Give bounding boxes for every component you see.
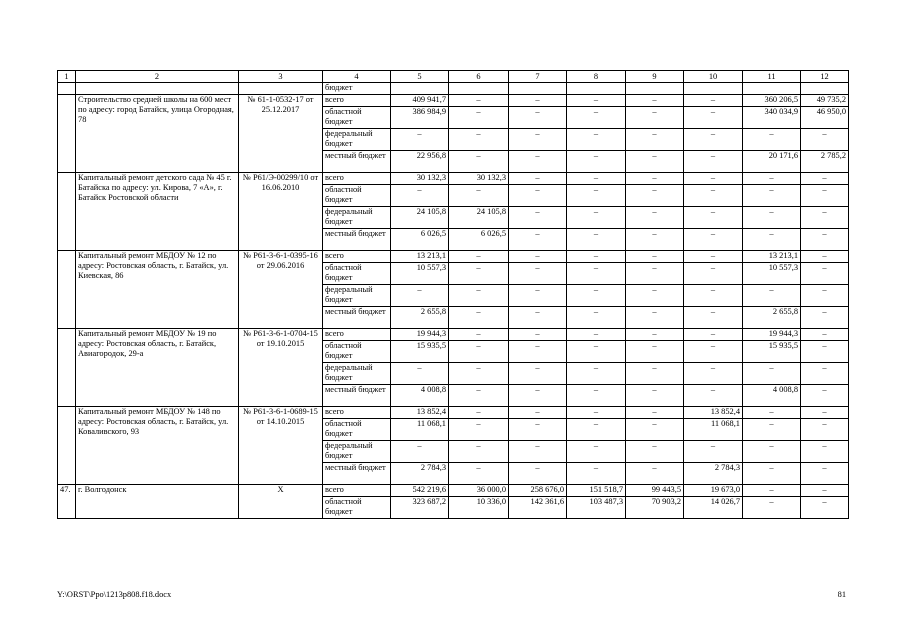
value-cell: 30 132,3 [449, 173, 509, 185]
funding-source: всего [323, 95, 391, 107]
value-cell: 20 171,6 [743, 151, 801, 173]
value-cell: – [801, 341, 849, 363]
value-cell: – [449, 307, 509, 329]
value-cell: – [449, 463, 509, 485]
column-header: 10 [684, 71, 743, 83]
value-cell: – [449, 385, 509, 407]
budget-table [57, 70, 849, 519]
value-cell: – [509, 385, 567, 407]
document-table-container [57, 70, 849, 519]
value-cell: – [567, 95, 626, 107]
value-cell: – [509, 363, 567, 385]
value-cell: – [743, 207, 801, 229]
funding-source: всего [323, 251, 391, 263]
value-cell: – [626, 95, 684, 107]
funding-source: всего [323, 485, 391, 497]
value-cell: – [626, 307, 684, 329]
empty-cell [743, 83, 801, 95]
value-cell: – [509, 329, 567, 341]
value-cell: – [801, 419, 849, 441]
column-header: 5 [391, 71, 449, 83]
value-cell: – [391, 363, 449, 385]
footer-file-path: Y:\ORST\Ppo\1213p808.f18.docx [57, 590, 172, 599]
value-cell: 542 219,6 [391, 485, 449, 497]
value-cell: – [743, 497, 801, 519]
value-cell: – [684, 151, 743, 173]
value-cell: – [626, 341, 684, 363]
value-cell: – [567, 407, 626, 419]
value-cell: 4 008,8 [743, 385, 801, 407]
value-cell: – [801, 329, 849, 341]
page-number: 81 [837, 590, 846, 599]
value-cell: 24 105,8 [391, 207, 449, 229]
value-cell: – [567, 207, 626, 229]
empty-cell [58, 83, 76, 95]
value-cell: 15 935,5 [743, 341, 801, 363]
value-cell: – [509, 251, 567, 263]
object-name: Капитальный ремонт МБДОУ № 19 по адресу: Ростовская область, г. Батайск, Авиагородок, 29-а [76, 329, 239, 407]
value-cell: 2 784,3 [391, 463, 449, 485]
row-number [58, 329, 76, 407]
value-cell: – [801, 251, 849, 263]
table-row [58, 329, 849, 341]
value-cell: – [801, 363, 849, 385]
value-cell: – [626, 251, 684, 263]
object-name: Капитальный ремонт детского сада № 45 г. Батайска по адресу: ул. Кирова, 7 «А», г. Батайск Ростовской области [76, 173, 239, 251]
funding-source: местный бюджет [323, 229, 391, 251]
value-cell: – [626, 263, 684, 285]
value-cell: 409 941,7 [391, 95, 449, 107]
empty-cell [567, 83, 626, 95]
value-cell: – [509, 207, 567, 229]
funding-source: областной бюджет [323, 497, 391, 519]
funding-source: федеральный бюджет [323, 363, 391, 385]
value-cell: – [567, 385, 626, 407]
value-cell: 2 655,8 [743, 307, 801, 329]
value-cell: – [684, 329, 743, 341]
value-cell: – [801, 497, 849, 519]
value-cell: – [626, 363, 684, 385]
value-cell: – [801, 485, 849, 497]
table-row [58, 173, 849, 185]
value-cell: – [509, 285, 567, 307]
table-row [58, 407, 849, 419]
value-cell: 11 068,1 [684, 419, 743, 441]
value-cell: 49 735,2 [801, 95, 849, 107]
value-cell: – [567, 363, 626, 385]
funding-source: областной бюджет [323, 419, 391, 441]
value-cell: 19 944,3 [391, 329, 449, 341]
funding-source: областной бюджет [323, 107, 391, 129]
value-cell: 19 944,3 [743, 329, 801, 341]
value-cell: – [567, 251, 626, 263]
table-row [58, 251, 849, 263]
value-cell: – [626, 151, 684, 173]
value-cell: – [509, 263, 567, 285]
empty-cell [684, 83, 743, 95]
row-number: 47. [58, 485, 76, 519]
document-number: № Р61-3-6-1-0689-15 от 14.10.2015 [239, 407, 323, 485]
funding-source: федеральный бюджет [323, 441, 391, 463]
value-cell: – [449, 407, 509, 419]
value-cell: – [684, 385, 743, 407]
value-cell: – [626, 463, 684, 485]
value-cell: – [743, 463, 801, 485]
table-row [58, 485, 849, 497]
value-cell: 142 361,6 [509, 497, 567, 519]
value-cell: – [801, 173, 849, 185]
object-name: Капитальный ремонт МБДОУ № 148 по адресу: Ростовская область, г. Батайск, ул. Коваливского, 93 [76, 407, 239, 485]
value-cell: – [449, 363, 509, 385]
document-number: № Р61/Э-00299/10 от 16.06.2010 [239, 173, 323, 251]
funding-source: местный бюджет [323, 463, 391, 485]
value-cell: – [509, 441, 567, 463]
value-cell: – [743, 419, 801, 441]
value-cell: – [567, 107, 626, 129]
empty-cell [391, 83, 449, 95]
column-header: 2 [76, 71, 239, 83]
header-row [58, 71, 849, 83]
value-cell: 46 950,0 [801, 107, 849, 129]
empty-cell [509, 83, 567, 95]
value-cell: – [801, 407, 849, 419]
empty-cell [76, 83, 239, 95]
empty-cell [801, 83, 849, 95]
value-cell: – [449, 285, 509, 307]
column-header: 12 [801, 71, 849, 83]
value-cell: – [801, 129, 849, 151]
document-number: № 61-1-0532-17 от 25.12.2017 [239, 95, 323, 173]
value-cell: – [801, 263, 849, 285]
value-cell: – [567, 185, 626, 207]
value-cell: – [801, 385, 849, 407]
value-cell: – [801, 207, 849, 229]
value-cell: 24 105,8 [449, 207, 509, 229]
value-cell: – [449, 95, 509, 107]
value-cell: – [567, 229, 626, 251]
value-cell: 360 206,5 [743, 95, 801, 107]
source-cell: бюджет [323, 83, 391, 95]
funding-source: федеральный бюджет [323, 207, 391, 229]
value-cell: – [626, 329, 684, 341]
value-cell: – [509, 341, 567, 363]
value-cell: 340 034,9 [743, 107, 801, 129]
funding-source: всего [323, 173, 391, 185]
funding-source: областной бюджет [323, 263, 391, 285]
value-cell: 10 557,3 [743, 263, 801, 285]
value-cell: – [509, 107, 567, 129]
value-cell: – [449, 107, 509, 129]
object-name: Строительство средней школы на 600 мест по адресу: город Батайск, улица Огородная, 78 [76, 95, 239, 173]
value-cell: – [626, 441, 684, 463]
funding-source: всего [323, 407, 391, 419]
value-cell: – [567, 307, 626, 329]
funding-source: всего [323, 329, 391, 341]
value-cell: – [567, 285, 626, 307]
document-number: № Р61-3-6-1-0395-16 от 29.06.2016 [239, 251, 323, 329]
value-cell: – [743, 185, 801, 207]
value-cell: 13 213,1 [391, 251, 449, 263]
value-cell: – [567, 441, 626, 463]
document-number: № Р61-3-6-1-0704-15 от 19.10.2015 [239, 329, 323, 407]
value-cell: – [684, 95, 743, 107]
value-cell: – [391, 185, 449, 207]
value-cell: – [684, 263, 743, 285]
value-cell: – [684, 285, 743, 307]
value-cell: – [449, 419, 509, 441]
value-cell: – [626, 419, 684, 441]
value-cell: – [801, 463, 849, 485]
value-cell: – [743, 485, 801, 497]
value-cell: – [509, 151, 567, 173]
table-row [58, 83, 849, 95]
value-cell: – [684, 441, 743, 463]
value-cell: – [626, 229, 684, 251]
value-cell: 4 008,8 [391, 385, 449, 407]
column-header: 6 [449, 71, 509, 83]
value-cell: – [449, 441, 509, 463]
value-cell: – [567, 419, 626, 441]
value-cell: 14 026,7 [684, 497, 743, 519]
value-cell: – [449, 251, 509, 263]
value-cell: – [449, 129, 509, 151]
value-cell: 13 852,4 [391, 407, 449, 419]
value-cell: – [567, 341, 626, 363]
value-cell: – [509, 95, 567, 107]
value-cell: – [684, 307, 743, 329]
column-header: 4 [323, 71, 391, 83]
column-header: 9 [626, 71, 684, 83]
column-header: 7 [509, 71, 567, 83]
value-cell: – [391, 285, 449, 307]
document-number: Х [239, 485, 323, 519]
value-cell: – [449, 185, 509, 207]
value-cell: – [743, 229, 801, 251]
value-cell: 10 336,0 [449, 497, 509, 519]
empty-cell [449, 83, 509, 95]
value-cell: – [567, 151, 626, 173]
funding-source: федеральный бюджет [323, 129, 391, 151]
value-cell: 70 903,2 [626, 497, 684, 519]
value-cell: – [567, 173, 626, 185]
empty-cell [626, 83, 684, 95]
value-cell: – [801, 307, 849, 329]
row-number [58, 95, 76, 173]
value-cell: – [743, 363, 801, 385]
value-cell: – [743, 285, 801, 307]
value-cell: – [449, 263, 509, 285]
value-cell: – [626, 185, 684, 207]
value-cell: – [626, 173, 684, 185]
value-cell: – [801, 441, 849, 463]
value-cell: – [684, 229, 743, 251]
value-cell: – [743, 129, 801, 151]
value-cell: 15 935,5 [391, 341, 449, 363]
value-cell: – [626, 207, 684, 229]
value-cell: 13 213,1 [743, 251, 801, 263]
value-cell: – [684, 107, 743, 129]
row-number [58, 251, 76, 329]
value-cell: – [509, 419, 567, 441]
value-cell: 19 673,0 [684, 485, 743, 497]
row-number [58, 173, 76, 251]
value-cell: – [509, 407, 567, 419]
value-cell: – [801, 285, 849, 307]
value-cell: – [567, 129, 626, 151]
value-cell: – [801, 185, 849, 207]
funding-source: областной бюджет [323, 341, 391, 363]
value-cell: – [626, 129, 684, 151]
value-cell: – [449, 151, 509, 173]
value-cell: 6 026,5 [449, 229, 509, 251]
value-cell: 2 655,8 [391, 307, 449, 329]
value-cell: 6 026,5 [391, 229, 449, 251]
value-cell: 99 443,5 [626, 485, 684, 497]
funding-source: федеральный бюджет [323, 285, 391, 307]
value-cell: – [743, 441, 801, 463]
value-cell: – [567, 329, 626, 341]
funding-source: местный бюджет [323, 307, 391, 329]
value-cell: 103 487,3 [567, 497, 626, 519]
value-cell: – [509, 129, 567, 151]
column-header: 11 [743, 71, 801, 83]
value-cell: – [743, 173, 801, 185]
value-cell: – [684, 173, 743, 185]
funding-source: областной бюджет [323, 185, 391, 207]
value-cell: – [509, 173, 567, 185]
value-cell: – [626, 385, 684, 407]
value-cell: 323 687,2 [391, 497, 449, 519]
value-cell: – [684, 363, 743, 385]
object-name: Капитальный ремонт МБДОУ № 12 по адресу: Ростовская область, г. Батайск, ул. Киевская, 86 [76, 251, 239, 329]
value-cell: – [801, 229, 849, 251]
value-cell: – [684, 207, 743, 229]
value-cell: – [509, 185, 567, 207]
value-cell: – [626, 285, 684, 307]
column-header: 8 [567, 71, 626, 83]
table-row [58, 95, 849, 107]
value-cell: – [509, 307, 567, 329]
value-cell: 11 068,1 [391, 419, 449, 441]
value-cell: – [449, 329, 509, 341]
value-cell: 2 785,2 [801, 151, 849, 173]
value-cell: 36 000,0 [449, 485, 509, 497]
value-cell: – [684, 129, 743, 151]
value-cell: 258 676,0 [509, 485, 567, 497]
value-cell: – [684, 251, 743, 263]
object-name: г. Волгодонск [76, 485, 239, 519]
value-cell: 22 956,8 [391, 151, 449, 173]
value-cell: – [391, 129, 449, 151]
value-cell: – [684, 185, 743, 207]
column-header: 1 [58, 71, 76, 83]
value-cell: – [743, 407, 801, 419]
row-number [58, 407, 76, 485]
value-cell: 30 132,3 [391, 173, 449, 185]
value-cell: – [567, 263, 626, 285]
value-cell: 13 852,4 [684, 407, 743, 419]
column-header: 3 [239, 71, 323, 83]
value-cell: – [626, 107, 684, 129]
value-cell: – [449, 341, 509, 363]
value-cell: – [391, 441, 449, 463]
funding-source: местный бюджет [323, 385, 391, 407]
value-cell: 2 784,3 [684, 463, 743, 485]
value-cell: – [626, 407, 684, 419]
value-cell: 10 557,3 [391, 263, 449, 285]
value-cell: – [567, 463, 626, 485]
funding-source: местный бюджет [323, 151, 391, 173]
value-cell: – [509, 229, 567, 251]
value-cell: 386 984,9 [391, 107, 449, 129]
value-cell: – [684, 341, 743, 363]
value-cell: – [509, 463, 567, 485]
value-cell: 151 518,7 [567, 485, 626, 497]
empty-cell [239, 83, 323, 95]
